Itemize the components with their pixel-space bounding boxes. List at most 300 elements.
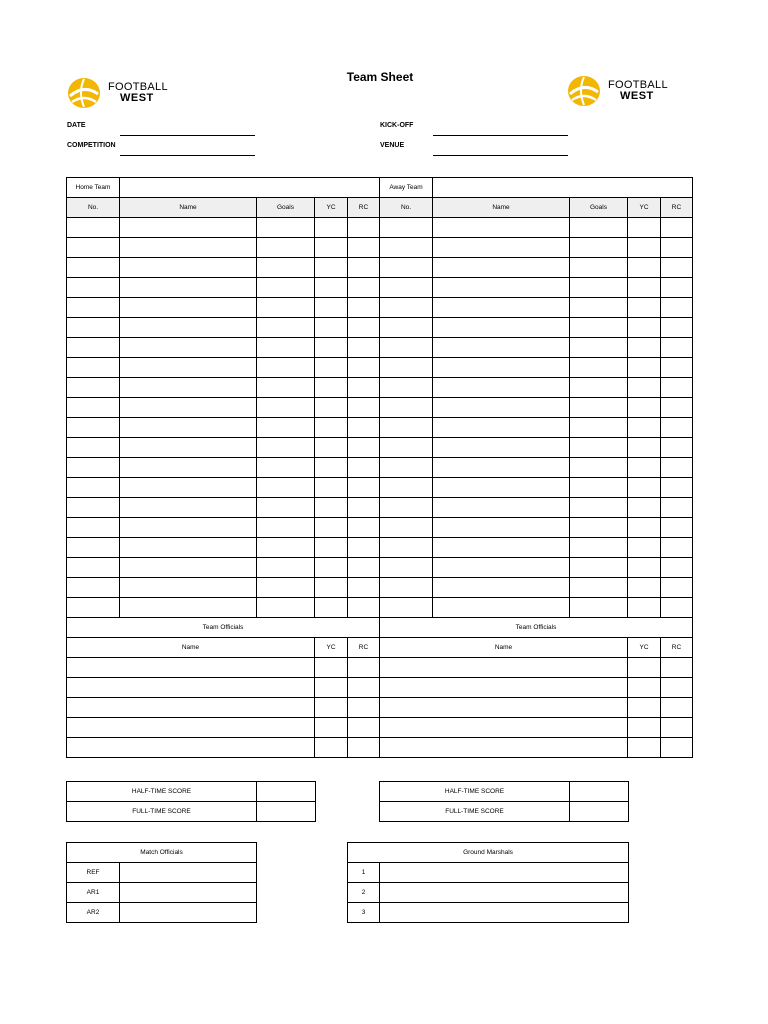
player-cell[interactable]: [380, 278, 433, 298]
official-name-cell[interactable]: [380, 658, 628, 678]
player-cell[interactable]: [120, 478, 257, 498]
player-cell[interactable]: [570, 438, 628, 458]
player-cell[interactable]: [661, 498, 693, 518]
ar1-name-field[interactable]: [120, 883, 257, 903]
logo-wordmark: [108, 82, 168, 104]
player-cell[interactable]: [315, 458, 348, 478]
official-name-cell[interactable]: [67, 718, 315, 738]
player-cell[interactable]: [570, 278, 628, 298]
page-title: Team Sheet: [346, 70, 414, 84]
official-name-cell[interactable]: [67, 678, 315, 698]
player-cell[interactable]: [628, 518, 661, 538]
player-cell[interactable]: [570, 398, 628, 418]
official-name-cell[interactable]: [380, 678, 628, 698]
player-cell[interactable]: [315, 518, 348, 538]
player-cell[interactable]: [661, 558, 693, 578]
football-logo-icon: [66, 76, 102, 110]
player-cell[interactable]: [120, 498, 257, 518]
player-cell[interactable]: [257, 358, 315, 378]
player-cell[interactable]: [315, 418, 348, 438]
player-cell[interactable]: [120, 438, 257, 458]
player-cell[interactable]: [628, 418, 661, 438]
logo-line2: WEST: [620, 90, 654, 102]
official-yc-cell[interactable]: [628, 678, 661, 698]
col-header-name: Name: [433, 198, 570, 218]
date-field[interactable]: [120, 135, 255, 136]
player-row: [67, 558, 380, 578]
player-cell[interactable]: [257, 238, 315, 258]
col-header-goals: Goals: [570, 198, 628, 218]
marshal-2-name-field[interactable]: [380, 883, 629, 903]
player-cell[interactable]: [433, 458, 570, 478]
player-cell[interactable]: [120, 538, 257, 558]
player-cell[interactable]: [570, 258, 628, 278]
player-cell[interactable]: [257, 418, 315, 438]
official-rc-cell[interactable]: [661, 718, 693, 738]
player-cell[interactable]: [315, 238, 348, 258]
player-cell[interactable]: [67, 538, 120, 558]
away-team-name-field[interactable]: [433, 178, 693, 198]
player-cell[interactable]: [120, 558, 257, 578]
player-row: [67, 478, 380, 498]
player-cell[interactable]: [348, 578, 380, 598]
player-cell[interactable]: [257, 538, 315, 558]
player-cell[interactable]: [67, 338, 120, 358]
player-cell[interactable]: [433, 298, 570, 318]
official-rc-cell[interactable]: [348, 738, 380, 758]
col-header-yc: YC: [628, 198, 661, 218]
player-cell[interactable]: [380, 538, 433, 558]
home-half-time-score-field[interactable]: [257, 782, 316, 802]
player-cell[interactable]: [628, 358, 661, 378]
player-row: [380, 358, 693, 378]
player-cell[interactable]: [257, 478, 315, 498]
player-cell[interactable]: [380, 338, 433, 358]
player-row: [380, 278, 693, 298]
player-cell[interactable]: [348, 498, 380, 518]
marshal-1-name-field[interactable]: [380, 863, 629, 883]
official-name-cell[interactable]: [67, 658, 315, 678]
player-cell[interactable]: [120, 318, 257, 338]
player-cell[interactable]: [380, 398, 433, 418]
venue-field[interactable]: [433, 155, 568, 156]
player-cell[interactable]: [380, 578, 433, 598]
ar2-name-field[interactable]: [120, 903, 257, 923]
official-name-cell[interactable]: [380, 698, 628, 718]
col-header-name: Name: [380, 638, 628, 658]
player-cell[interactable]: [433, 218, 570, 238]
player-cell[interactable]: [67, 578, 120, 598]
full-time-score-label: FULL-TIME SCORE: [67, 802, 257, 822]
official-rc-cell[interactable]: [348, 698, 380, 718]
player-cell[interactable]: [257, 558, 315, 578]
official-rc-cell[interactable]: [348, 658, 380, 678]
player-cell[interactable]: [661, 378, 693, 398]
player-cell[interactable]: [380, 498, 433, 518]
player-cell[interactable]: [433, 258, 570, 278]
player-cell[interactable]: [433, 558, 570, 578]
player-cell[interactable]: [348, 238, 380, 258]
player-cell[interactable]: [380, 558, 433, 578]
player-cell[interactable]: [661, 278, 693, 298]
player-cell[interactable]: [433, 338, 570, 358]
player-cell[interactable]: [67, 558, 120, 578]
player-cell[interactable]: [628, 338, 661, 358]
player-cell[interactable]: [661, 338, 693, 358]
player-row: [67, 378, 380, 398]
official-yc-cell[interactable]: [628, 718, 661, 738]
player-cell[interactable]: [315, 538, 348, 558]
player-cell[interactable]: [120, 298, 257, 318]
player-cell[interactable]: [315, 378, 348, 398]
player-cell[interactable]: [628, 378, 661, 398]
competition-field[interactable]: [120, 155, 255, 156]
player-cell[interactable]: [257, 298, 315, 318]
player-cell[interactable]: [380, 478, 433, 498]
player-cell[interactable]: [380, 218, 433, 238]
home-officials-title: Team Officials: [67, 618, 380, 638]
player-cell[interactable]: [67, 598, 120, 618]
player-cell[interactable]: [257, 318, 315, 338]
player-cell[interactable]: [661, 318, 693, 338]
player-cell[interactable]: [661, 358, 693, 378]
player-cell[interactable]: [380, 238, 433, 258]
player-cell[interactable]: [661, 258, 693, 278]
player-cell[interactable]: [67, 418, 120, 438]
player-cell[interactable]: [348, 598, 380, 618]
player-cell[interactable]: [570, 598, 628, 618]
col-header-yc: YC: [315, 638, 348, 658]
player-cell[interactable]: [570, 538, 628, 558]
player-cell[interactable]: [120, 218, 257, 238]
player-cell[interactable]: [257, 458, 315, 478]
player-cell[interactable]: [67, 318, 120, 338]
home-score-box: [66, 781, 316, 822]
player-cell[interactable]: [433, 238, 570, 258]
player-cell[interactable]: [570, 298, 628, 318]
player-cell[interactable]: [257, 398, 315, 418]
official-yc-cell[interactable]: [315, 678, 348, 698]
player-cell[interactable]: [120, 598, 257, 618]
player-cell[interactable]: [315, 438, 348, 458]
player-cell[interactable]: [67, 378, 120, 398]
player-cell[interactable]: [661, 438, 693, 458]
player-row: [380, 418, 693, 438]
team-official-row: [67, 738, 380, 758]
player-cell[interactable]: [315, 358, 348, 378]
player-cell[interactable]: [628, 278, 661, 298]
player-cell[interactable]: [348, 378, 380, 398]
player-cell[interactable]: [257, 338, 315, 358]
player-cell[interactable]: [67, 498, 120, 518]
player-cell[interactable]: [67, 358, 120, 378]
player-cell[interactable]: [348, 398, 380, 418]
player-cell[interactable]: [120, 578, 257, 598]
player-cell[interactable]: [570, 558, 628, 578]
official-rc-cell[interactable]: [661, 698, 693, 718]
official-rc-cell[interactable]: [348, 718, 380, 738]
player-cell[interactable]: [257, 498, 315, 518]
col-header-rc: RC: [348, 638, 380, 658]
football-logo-icon: [566, 74, 602, 108]
marshal-number-3: 3: [348, 903, 380, 923]
player-cell[interactable]: [433, 478, 570, 498]
away-officials-title: Team Officials: [380, 618, 693, 638]
player-cell[interactable]: [433, 278, 570, 298]
player-cell[interactable]: [661, 578, 693, 598]
team-official-row: [380, 678, 693, 698]
home-full-time-score-field[interactable]: [257, 802, 316, 822]
player-cell[interactable]: [380, 418, 433, 438]
player-row: [380, 298, 693, 318]
official-yc-cell[interactable]: [315, 698, 348, 718]
team-official-row: [380, 718, 693, 738]
player-cell[interactable]: [433, 438, 570, 458]
player-cell[interactable]: [67, 518, 120, 538]
logo-line2: WEST: [120, 92, 154, 104]
player-cell[interactable]: [67, 398, 120, 418]
player-cell[interactable]: [315, 598, 348, 618]
col-header-yc: YC: [628, 638, 661, 658]
player-row: [380, 338, 693, 358]
team-official-row: [67, 718, 380, 738]
player-cell[interactable]: [67, 258, 120, 278]
ground-marshals-box: [347, 842, 629, 923]
player-cell[interactable]: [570, 358, 628, 378]
player-cell[interactable]: [570, 238, 628, 258]
col-header-rc: RC: [348, 198, 380, 218]
player-cell[interactable]: [380, 438, 433, 458]
player-cell[interactable]: [120, 258, 257, 278]
player-cell[interactable]: [67, 238, 120, 258]
player-row: [67, 418, 380, 438]
official-yc-cell[interactable]: [315, 718, 348, 738]
player-row: [67, 278, 380, 298]
player-cell[interactable]: [661, 538, 693, 558]
player-cell[interactable]: [628, 598, 661, 618]
player-cell[interactable]: [315, 578, 348, 598]
official-name-cell[interactable]: [380, 738, 628, 758]
player-cell[interactable]: [315, 278, 348, 298]
player-cell[interactable]: [380, 258, 433, 278]
official-name-cell[interactable]: [380, 718, 628, 738]
player-cell[interactable]: [257, 598, 315, 618]
home-header-row: [67, 198, 380, 218]
player-cell[interactable]: [380, 598, 433, 618]
player-cell[interactable]: [67, 438, 120, 458]
football-west-logo-right: [566, 74, 668, 108]
player-cell[interactable]: [348, 298, 380, 318]
away-half-time-score-field[interactable]: [570, 782, 629, 802]
match-officials-box: [66, 842, 257, 923]
player-cell[interactable]: [433, 518, 570, 538]
official-rc-cell[interactable]: [661, 658, 693, 678]
player-cell[interactable]: [67, 478, 120, 498]
away-full-time-score-field[interactable]: [570, 802, 629, 822]
player-cell[interactable]: [661, 518, 693, 538]
player-cell[interactable]: [67, 278, 120, 298]
player-cell[interactable]: [315, 498, 348, 518]
player-cell[interactable]: [348, 418, 380, 438]
player-cell[interactable]: [661, 478, 693, 498]
player-cell[interactable]: [570, 318, 628, 338]
player-cell[interactable]: [348, 358, 380, 378]
player-cell[interactable]: [120, 518, 257, 538]
player-row: [380, 378, 693, 398]
official-rc-cell[interactable]: [661, 738, 693, 758]
official-rc-cell[interactable]: [661, 678, 693, 698]
player-row: [380, 458, 693, 478]
official-yc-cell[interactable]: [628, 698, 661, 718]
competition-label: COMPETITION: [67, 142, 116, 149]
player-cell[interactable]: [628, 438, 661, 458]
ref-name-field[interactable]: [120, 863, 257, 883]
player-cell[interactable]: [120, 378, 257, 398]
player-cell[interactable]: [433, 418, 570, 438]
player-cell[interactable]: [348, 318, 380, 338]
player-row: [67, 598, 380, 618]
player-cell[interactable]: [380, 518, 433, 538]
player-cell[interactable]: [433, 538, 570, 558]
player-cell[interactable]: [433, 398, 570, 418]
player-cell[interactable]: [257, 278, 315, 298]
player-cell[interactable]: [257, 578, 315, 598]
player-cell[interactable]: [433, 578, 570, 598]
player-cell[interactable]: [628, 578, 661, 598]
player-row: [67, 518, 380, 538]
player-row: [380, 538, 693, 558]
home-team-name-field[interactable]: [120, 178, 380, 198]
player-cell[interactable]: [570, 378, 628, 398]
marshal-3-name-field[interactable]: [380, 903, 629, 923]
player-cell[interactable]: [380, 298, 433, 318]
player-cell[interactable]: [348, 338, 380, 358]
player-cell[interactable]: [628, 458, 661, 478]
player-cell[interactable]: [120, 278, 257, 298]
player-cell[interactable]: [120, 358, 257, 378]
player-cell[interactable]: [570, 478, 628, 498]
player-cell[interactable]: [315, 338, 348, 358]
player-cell[interactable]: [628, 318, 661, 338]
player-cell[interactable]: [120, 398, 257, 418]
player-cell[interactable]: [257, 258, 315, 278]
player-cell[interactable]: [348, 278, 380, 298]
player-cell[interactable]: [628, 398, 661, 418]
player-cell[interactable]: [348, 558, 380, 578]
player-cell[interactable]: [661, 218, 693, 238]
player-cell[interactable]: [348, 458, 380, 478]
player-cell[interactable]: [628, 298, 661, 318]
player-cell[interactable]: [257, 378, 315, 398]
official-rc-cell[interactable]: [348, 678, 380, 698]
player-cell[interactable]: [315, 478, 348, 498]
player-cell[interactable]: [570, 518, 628, 538]
player-cell[interactable]: [67, 218, 120, 238]
player-cell[interactable]: [661, 418, 693, 438]
player-row: [67, 358, 380, 378]
player-cell[interactable]: [315, 558, 348, 578]
venue-label: VENUE: [380, 142, 405, 149]
player-cell[interactable]: [628, 498, 661, 518]
player-cell[interactable]: [315, 258, 348, 278]
player-cell[interactable]: [570, 418, 628, 438]
player-cell[interactable]: [257, 438, 315, 458]
player-cell[interactable]: [380, 378, 433, 398]
player-cell[interactable]: [120, 418, 257, 438]
player-cell[interactable]: [628, 218, 661, 238]
team-official-row: [380, 738, 693, 758]
player-cell[interactable]: [348, 478, 380, 498]
player-cell[interactable]: [315, 318, 348, 338]
player-row: [67, 578, 380, 598]
official-yc-cell[interactable]: [628, 658, 661, 678]
player-cell[interactable]: [315, 398, 348, 418]
player-cell[interactable]: [570, 338, 628, 358]
player-cell[interactable]: [661, 598, 693, 618]
player-cell[interactable]: [628, 238, 661, 258]
player-cell[interactable]: [348, 258, 380, 278]
player-cell[interactable]: [628, 538, 661, 558]
player-cell[interactable]: [661, 298, 693, 318]
player-cell[interactable]: [315, 298, 348, 318]
player-cell[interactable]: [570, 218, 628, 238]
official-name-cell[interactable]: [67, 738, 315, 758]
player-cell[interactable]: [348, 438, 380, 458]
player-cell[interactable]: [570, 498, 628, 518]
half-time-score-label: HALF-TIME SCORE: [67, 782, 257, 802]
player-cell[interactable]: [380, 318, 433, 338]
marshal-number-1: 1: [348, 863, 380, 883]
player-cell[interactable]: [257, 218, 315, 238]
official-yc-cell[interactable]: [628, 738, 661, 758]
player-cell[interactable]: [433, 318, 570, 338]
player-cell[interactable]: [433, 358, 570, 378]
player-cell[interactable]: [67, 298, 120, 318]
player-cell[interactable]: [67, 458, 120, 478]
official-yc-cell[interactable]: [315, 658, 348, 678]
player-cell[interactable]: [628, 478, 661, 498]
player-cell[interactable]: [315, 218, 348, 238]
official-name-cell[interactable]: [67, 698, 315, 718]
player-cell[interactable]: [433, 378, 570, 398]
player-row: [67, 338, 380, 358]
player-cell[interactable]: [348, 538, 380, 558]
player-cell[interactable]: [348, 518, 380, 538]
player-cell[interactable]: [433, 598, 570, 618]
football-west-logo-left: [66, 76, 168, 110]
player-cell[interactable]: [348, 218, 380, 238]
player-cell[interactable]: [380, 358, 433, 378]
player-cell[interactable]: [628, 258, 661, 278]
half-time-score-label: HALF-TIME SCORE: [380, 782, 570, 802]
player-cell[interactable]: [628, 558, 661, 578]
player-cell[interactable]: [257, 518, 315, 538]
player-cell[interactable]: [380, 458, 433, 478]
player-cell[interactable]: [661, 398, 693, 418]
official-yc-cell[interactable]: [315, 738, 348, 758]
player-row: [380, 598, 693, 618]
player-cell[interactable]: [120, 338, 257, 358]
away-officials-header-row: [380, 638, 693, 658]
player-cell[interactable]: [661, 238, 693, 258]
player-cell[interactable]: [570, 578, 628, 598]
player-cell[interactable]: [661, 458, 693, 478]
player-cell[interactable]: [570, 458, 628, 478]
player-cell[interactable]: [120, 458, 257, 478]
player-cell[interactable]: [120, 238, 257, 258]
kickoff-field[interactable]: [433, 135, 568, 136]
player-cell[interactable]: [433, 498, 570, 518]
